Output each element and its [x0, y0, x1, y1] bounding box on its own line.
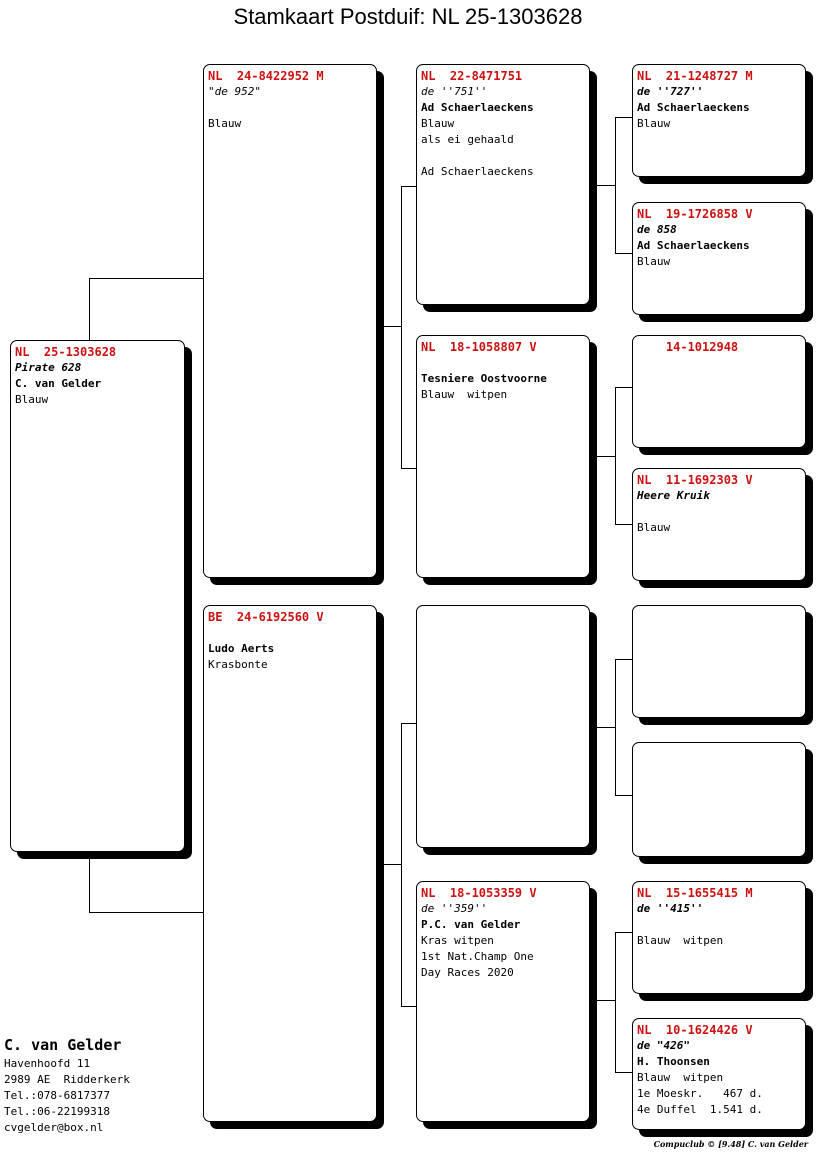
owner-address: Havenhoofd 11 [4, 1057, 91, 1070]
detail-line [421, 355, 585, 371]
footer-credit: Compuclub © [9.48] C. van Gelder [653, 1139, 808, 1149]
connector-line [597, 727, 616, 728]
detail-line: Blauw [637, 255, 671, 268]
pigeon-card-sdd[interactable] [632, 468, 806, 581]
connector-line [597, 185, 616, 186]
connector-line [615, 1072, 632, 1073]
detail-line: Krasbonte [208, 658, 268, 671]
ring-number: NL 18-1058807 V [421, 340, 537, 354]
ring-number [421, 609, 585, 625]
detail-line [637, 917, 801, 933]
connector-line [615, 659, 632, 660]
detail-line: Blauw witpen [637, 934, 724, 947]
connector-line [401, 723, 417, 724]
connector-line [401, 1006, 417, 1007]
ring-number: NL 11-1692303 V [637, 473, 753, 487]
detail-line: Ad Schaerlaeckens [421, 165, 534, 178]
ring-number: NL 21-1248727 M [637, 69, 753, 83]
connector-line [615, 387, 616, 524]
ring-number: NL 18-1053359 V [421, 886, 537, 900]
ring-number: NL 15-1655415 M [637, 886, 753, 900]
connector-line [615, 932, 632, 933]
breeder-name: H. Thoonsen [637, 1055, 710, 1068]
pigeon-card-dam-dam[interactable] [416, 881, 590, 1122]
detail-line: Blauw [208, 117, 242, 130]
breeder-name: Ludo Aerts [208, 642, 275, 655]
ring-number [637, 609, 801, 625]
connector-line [384, 326, 402, 327]
detail-line: Blauw witpen [421, 388, 508, 401]
connector-line [401, 723, 402, 1006]
ring-number: NL 19-1726858 V [637, 207, 753, 221]
connector-line [89, 278, 204, 279]
pigeon-name: "de 952" [208, 85, 261, 98]
pigeon-name: Heere Kruik [637, 489, 710, 502]
ring-number: NL 10-1624426 V [637, 1023, 753, 1037]
detail-line: Day Races 2020 [421, 966, 514, 979]
ring-number [637, 746, 801, 762]
pigeon-card-dsd[interactable] [632, 742, 806, 857]
detail-line [637, 504, 801, 520]
connector-line [615, 117, 616, 253]
owner-info [4, 1034, 130, 1136]
detail-line: Kras witpen [421, 934, 494, 947]
detail-line: Blauw witpen [637, 1071, 724, 1084]
connector-line [615, 795, 632, 796]
breeder-name: Tesniere Oostvoorne [421, 372, 547, 385]
pigeon-card-dss[interactable] [632, 605, 806, 718]
connector-line [401, 468, 417, 469]
breeder-name: P.C. van Gelder [421, 918, 521, 931]
ring-number: 14-1012948 [637, 340, 739, 354]
pigeon-card-sire-dam[interactable] [416, 335, 590, 578]
pigeon-name: de "426" [637, 1039, 690, 1052]
ring-number: NL 25-1303628 [15, 345, 117, 359]
connector-line [597, 1000, 616, 1001]
detail-line: als ei gehaald [421, 133, 514, 146]
detail-line: 1e Moeskr. 467 d. [637, 1087, 763, 1100]
pigeon-name: Pirate 628 [15, 361, 82, 374]
owner-phone: Tel.:078-6817377 [4, 1089, 110, 1102]
connector-line [615, 659, 616, 795]
connector-line [615, 253, 632, 254]
detail-line: 4e Duffel 1.541 d. [637, 1103, 763, 1116]
connector-line [401, 186, 417, 187]
detail-line: Blauw [637, 117, 671, 130]
breeder-name: Ad Schaerlaeckens [421, 101, 534, 114]
detail-line: Blauw [15, 393, 49, 406]
pigeon-name: de ''727'' [637, 85, 704, 98]
pigeon-card-dam[interactable] [203, 605, 377, 1122]
ring-number: NL 22-8471751 [421, 69, 523, 83]
detail-line: 1st Nat.Champ One [421, 950, 534, 963]
pigeon-card-sss[interactable] [632, 64, 806, 177]
detail-line: Blauw [637, 521, 671, 534]
pigeon-card-ddd[interactable] [632, 1018, 806, 1130]
detail-line: Blauw [421, 117, 455, 130]
connector-line [597, 456, 616, 457]
pigeon-card-sire[interactable] [203, 64, 377, 578]
connector-line [615, 932, 616, 1072]
breeder-name: Ad Schaerlaeckens [637, 101, 750, 114]
breeder-name: Ad Schaerlaeckens [637, 239, 750, 252]
detail-line [421, 148, 585, 164]
ring-number: BE 24-6192560 V [208, 610, 324, 624]
detail-line [208, 100, 372, 116]
pigeon-card-dds[interactable] [632, 881, 806, 994]
connector-line [89, 278, 90, 340]
connector-line [401, 186, 402, 468]
pigeon-card-sire-sire[interactable] [416, 64, 590, 305]
connector-line [615, 524, 632, 525]
pigeon-name: de ''359'' [421, 902, 488, 915]
pigeon-card-ssd[interactable] [632, 202, 806, 315]
owner-name: C. van Gelder [4, 1036, 122, 1054]
detail-line [208, 625, 372, 641]
owner-city: 2989 AE Ridderkerk [4, 1073, 130, 1086]
connector-line [384, 864, 402, 865]
connector-line [615, 117, 632, 118]
pigeon-name: de 858 [637, 223, 677, 236]
pigeon-name: de ''751'' [421, 85, 488, 98]
breeder-name: C. van Gelder [15, 377, 102, 390]
connector-line [89, 912, 204, 913]
owner-mobile: Tel.:06-22199318 [4, 1105, 110, 1118]
connector-line [615, 387, 632, 388]
pigeon-card-dam-sire[interactable] [416, 605, 590, 848]
pigeon-card-subject[interactable] [10, 340, 185, 852]
page-title: Stamkaart Postduif: NL 25-1303628 [233, 4, 583, 29]
ring-number: NL 24-8422952 M [208, 69, 324, 83]
pigeon-card-sds[interactable] [632, 335, 806, 448]
pigeon-name: de ''415'' [637, 902, 704, 915]
connector-line [89, 852, 90, 912]
owner-email: cvgelder@box.nl [4, 1121, 104, 1134]
